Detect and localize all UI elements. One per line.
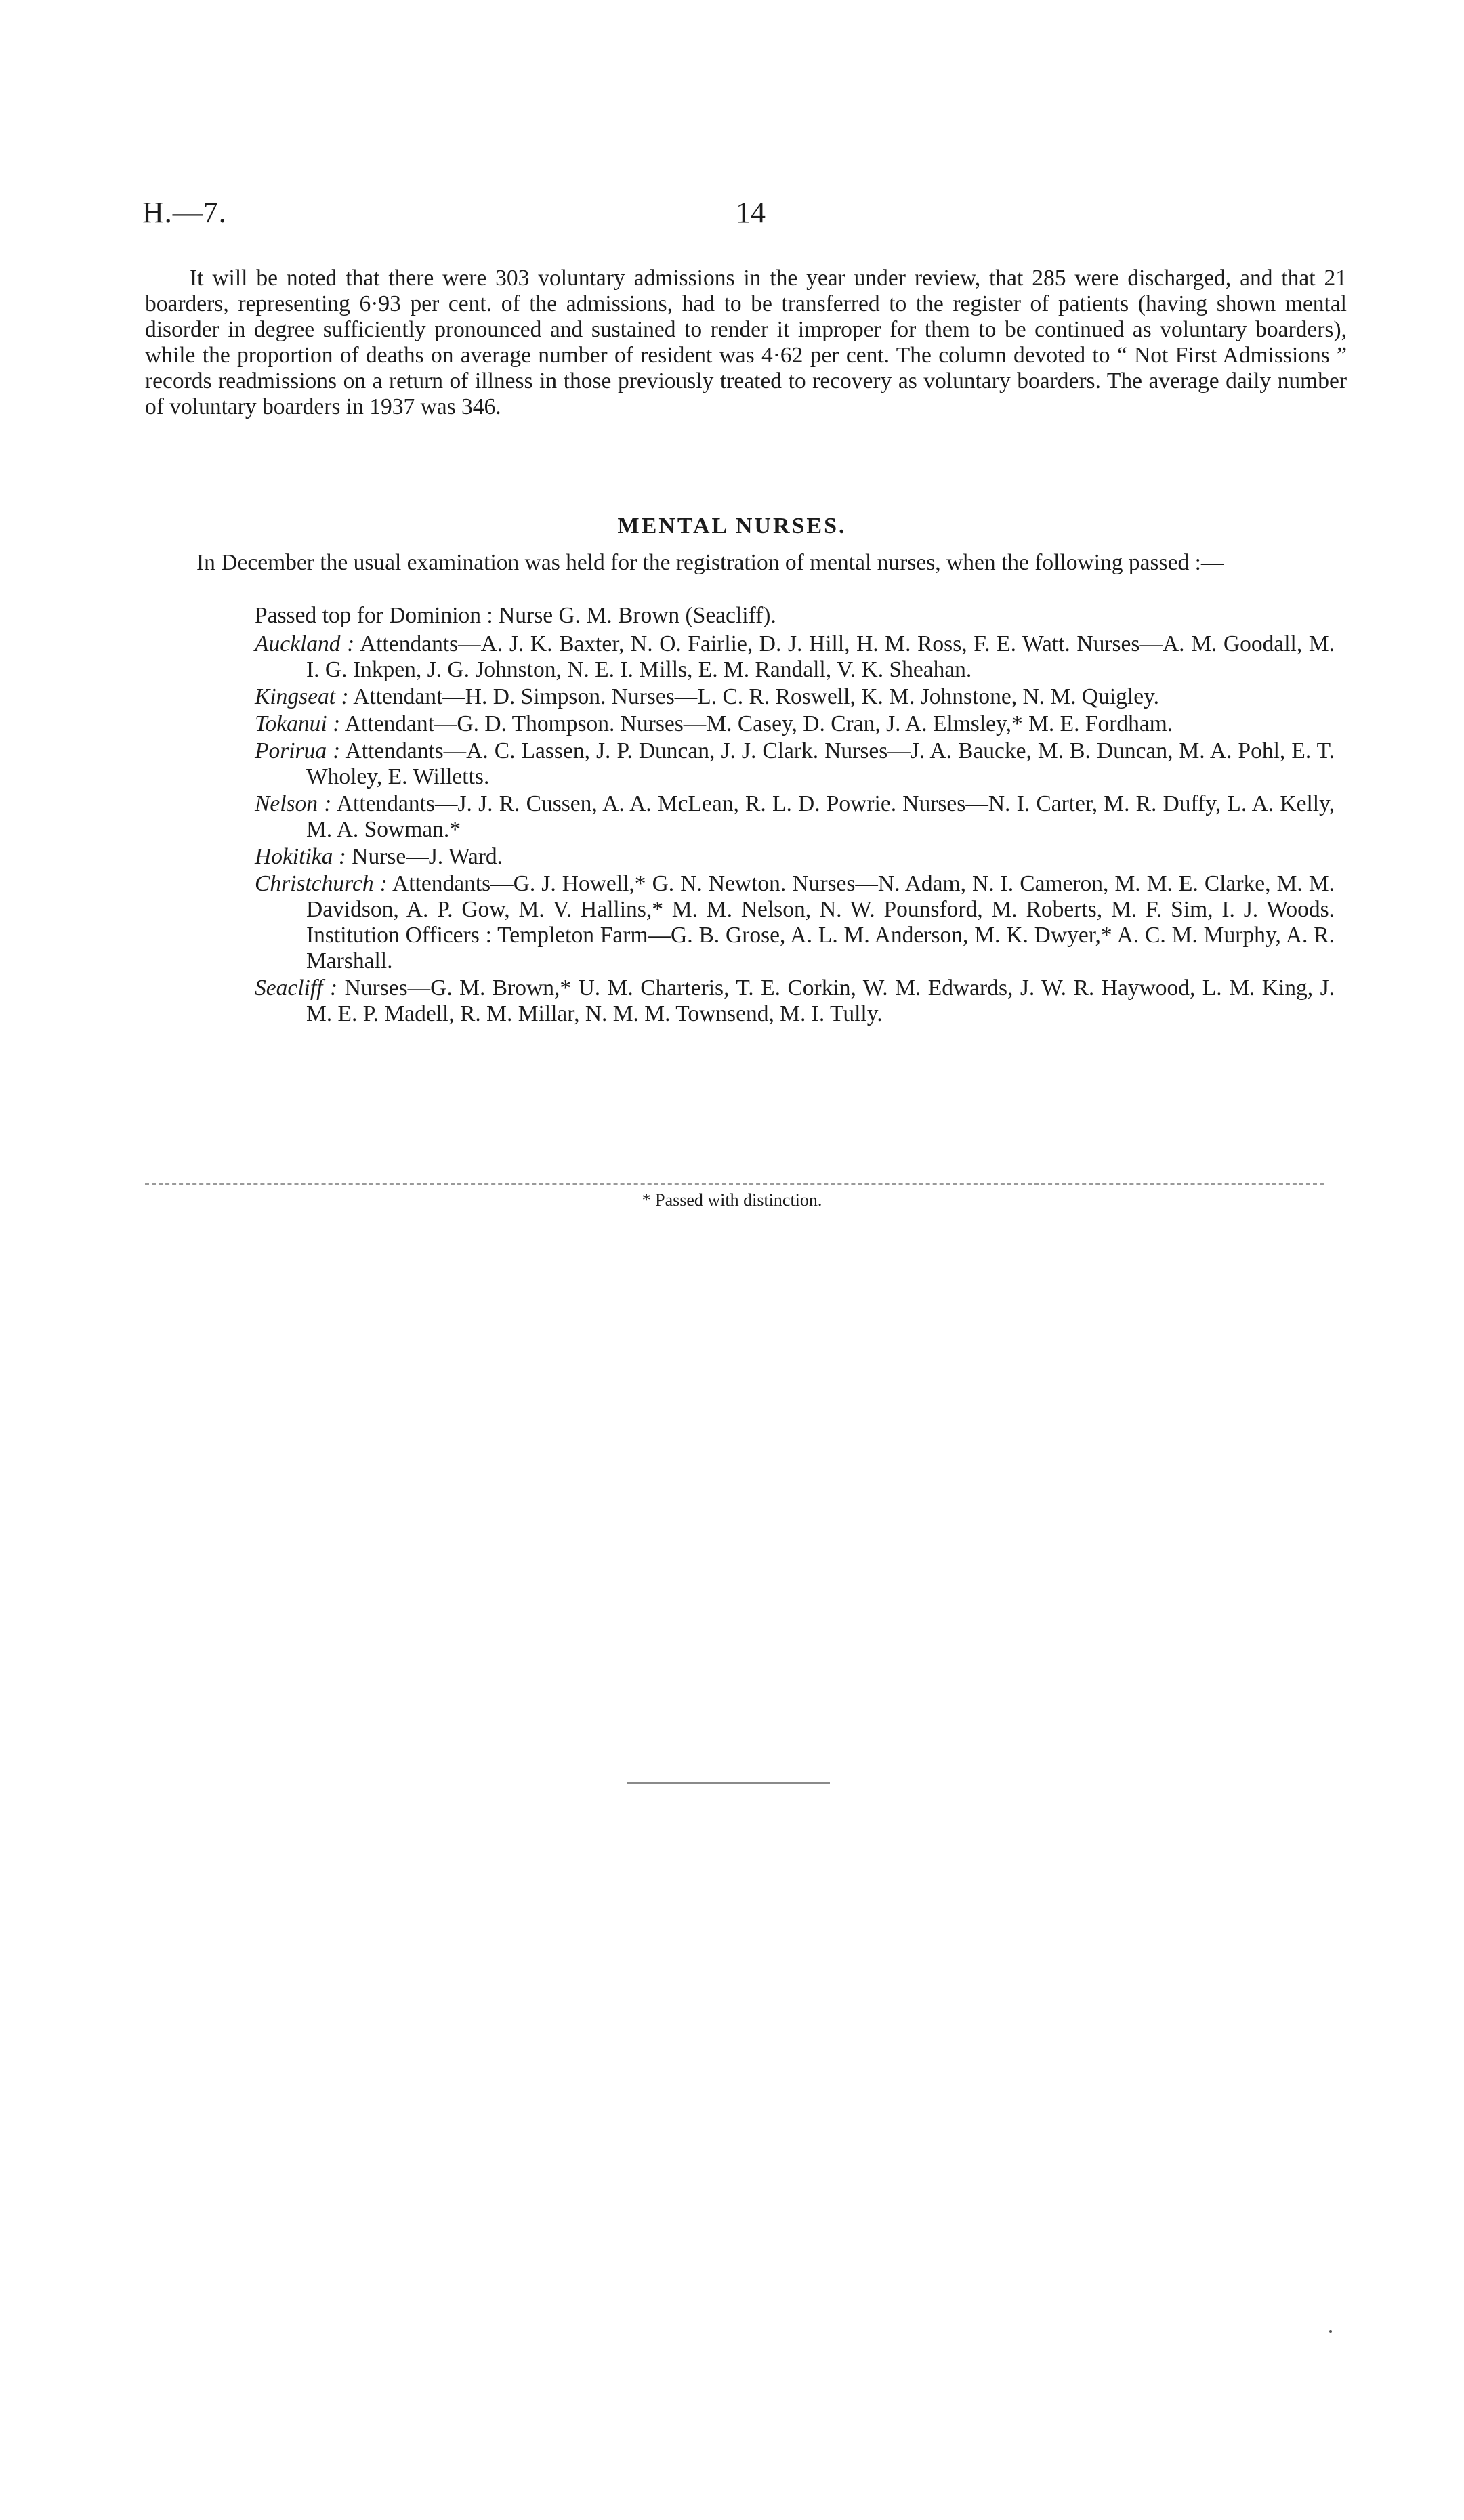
hospital-passed-list: Attendants—G. J. Howell,* G. N. Newton. Nurses—N. Adam, N. I. Cameron, M. M. E. Clarke, M. M. Davidson, A. P. Gow, M. V. Hallins,* M. M. Nelson, N. W. Pounsford, M. Roberts, M. F. Sim, I. J. Woods. Institution Officers : Templeton Farm—G. B. Grose, A. L. M. Anderson, M. K. Dwyer,* A. C. M. Murphy, A. R. Marshall. — [306, 871, 1335, 973]
section-heading: MENTAL NURSES. — [617, 513, 847, 539]
scan-speck — [1329, 2330, 1332, 2333]
hospital-passed-list: Attendants—A. C. Lassen, J. P. Duncan, J. J. Clark. Nurses—J. A. Baucke, M. B. Duncan, M. A. Pohl, E. T. Wholey, E. Willetts. — [306, 738, 1335, 789]
hospital-entry-seacliff — [255, 975, 1335, 1027]
hospital-passed-list: Attendants—J. J. R. Cussen, A. A. McLean, R. L. D. Powrie. Nurses—N. I. Carter, M. R. Duffy, L. A. Kelly, M. A. Sowman.* — [306, 791, 1335, 842]
body-paragraph: It will be noted that there were 303 voluntary admissions in the year under review, that 285 were discharged, and that 21 boarders, representing 6·93 per cent. of the admissions, had to be transferred to the register of patients (having shown mental disorder in degree sufficiently pronounced and sustained to render it improper for them to be continued as voluntary boarders), while the proportion of deaths on average number of resident was 4·62 per cent. The column devoted to “ Not First Admissions ” records readmissions on a return of illness in those previously treated to recovery as voluntary boarders. The average daily number of voluntary boarders in 1937 was 346. — [145, 266, 1347, 419]
document-reference: H.—7. — [142, 196, 227, 229]
hospital-list — [255, 631, 1335, 1028]
running-header — [142, 195, 1348, 229]
hospital-passed-list: Attendants—A. J. K. Baxter, N. O. Fairlie, D. J. Hill, H. M. Ross, F. E. Watt. Nurses—A. M. Goodall, M. I. G. Inkpen, J. G. Johnston, N. E. I. Mills, E. M. Randall, V. K. Sheahan. — [306, 631, 1335, 682]
section-intro: In December the usual examination was held for the registration of mental nurses, when the following passed :— — [196, 550, 1224, 575]
footnote-divider — [145, 1183, 1324, 1185]
hospital-passed-list: Nurses—G. M. Brown,* U. M. Charteris, T. E. Corkin, W. M. Edwards, J. W. R. Haywood, L. M. King, J. M. E. P. Madell, R. M. Millar, N. M. M. Townsend, M. I. Tully. — [306, 975, 1335, 1026]
hospital-entry-porirua — [255, 738, 1335, 790]
hospital-passed-list: Attendant—G. D. Thompson. Nurses—M. Casey, D. Cran, J. A. Elmsley,* M. E. Fordham. — [344, 711, 1173, 736]
hospital-entry-nelson — [255, 791, 1335, 843]
hospital-passed-list: Nurse—J. Ward. — [352, 844, 503, 869]
hospital-name: Nelson : — [255, 791, 332, 816]
hospital-name: Kingseat : — [255, 684, 349, 709]
hospital-entry-kingseat — [255, 684, 1335, 710]
hospital-entry-auckland — [255, 631, 1335, 683]
hospital-name: Tokanui : — [255, 711, 341, 736]
hospital-entry-tokanui — [255, 711, 1335, 737]
hospital-entry-hokitika — [255, 844, 1335, 870]
hospital-name: Auckland : — [255, 631, 355, 656]
passed-top-line: Passed top for Dominion : Nurse G. M. Brown (Seacliff). — [255, 603, 776, 628]
page-number: 14 — [736, 196, 766, 229]
footnote: * Passed with distinction. — [642, 1190, 822, 1210]
hospital-name: Christchurch : — [255, 871, 388, 896]
hospital-passed-list: Attendant—H. D. Simpson. Nurses—L. C. R. Roswell, K. M. Johnstone, N. M. Quigley. — [353, 684, 1160, 709]
end-of-page-rule — [627, 1782, 830, 1784]
hospital-name: Hokitika : — [255, 844, 346, 869]
hospital-name: Porirua : — [255, 738, 341, 763]
hospital-name: Seacliff : — [255, 975, 338, 1001]
hospital-entry-christchurch — [255, 871, 1335, 974]
